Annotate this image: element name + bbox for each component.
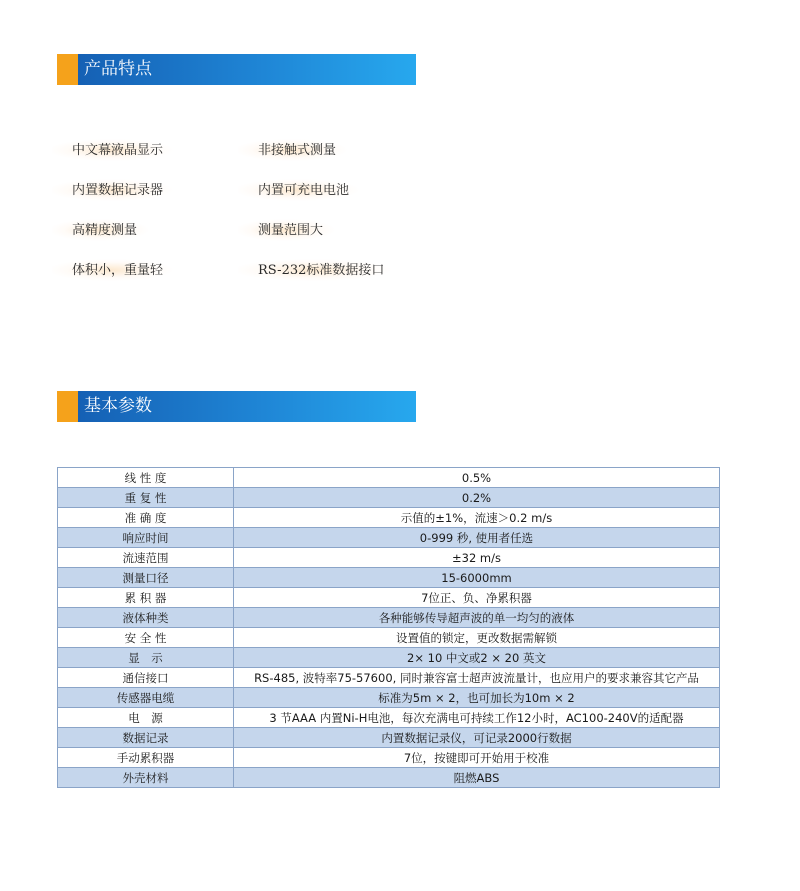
params-section-header: [57, 391, 416, 422]
table-row: [58, 748, 720, 768]
param-label: 准 确 度: [58, 508, 234, 528]
table-row: [58, 648, 720, 668]
param-label: 响应时间: [58, 528, 234, 548]
param-value: 7位正、负、净累积器: [234, 588, 720, 608]
table-row: [58, 508, 720, 528]
param-label: 通信接口: [58, 668, 234, 688]
param-value: 设置值的锁定，更改数据需解锁: [234, 628, 720, 648]
param-value: 0.2%: [234, 488, 720, 508]
param-value: 2× 10 中文或2 × 20 英文: [234, 648, 720, 668]
param-label: 重 复 性: [58, 488, 234, 508]
param-value: RS-485, 波特率75-57600, 同时兼容富士超声波流量计，也应用户的要求兼容其它产品: [234, 668, 720, 688]
param-value: 各种能够传导超声波的单一均匀的液体: [234, 608, 720, 628]
table-row: [58, 528, 720, 548]
table-row: [58, 768, 720, 788]
feature-item: 内置数据记录器: [52, 173, 183, 204]
header-accent: [57, 54, 78, 85]
param-value: 标准为5m × 2，也可加长为10m × 2: [234, 688, 720, 708]
param-label: 流速范围: [58, 548, 234, 568]
param-value: 15-6000mm: [234, 568, 720, 588]
param-value: 示值的±1%，流速＞0.2 m/s: [234, 508, 720, 528]
param-value: 0-999 秒, 使用者任选: [234, 528, 720, 548]
table-row: [58, 488, 720, 508]
param-value: 内置数据记录仪，可记录2000行数据: [234, 728, 720, 748]
param-label: 线 性 度: [58, 468, 234, 488]
feature-item: 中文幕液晶显示: [52, 133, 183, 164]
feature-item: 体积小，重量轻: [52, 253, 183, 284]
features-section-header: [57, 54, 416, 85]
param-label: 传感器电缆: [58, 688, 234, 708]
param-label: 液体种类: [58, 608, 234, 628]
table-row: [58, 728, 720, 748]
table-row: [58, 708, 720, 728]
table-row: [58, 628, 720, 648]
features-section-title: 产品特点: [78, 54, 416, 85]
table-row: [58, 548, 720, 568]
param-value: 阻燃ABS: [234, 768, 720, 788]
params-section-title: 基本参数: [78, 391, 416, 422]
table-row: [58, 688, 720, 708]
param-label: 外壳材料: [58, 768, 234, 788]
table-row: [58, 588, 720, 608]
param-label: 安 全 性: [58, 628, 234, 648]
param-label: 累 积 器: [58, 588, 234, 608]
feature-item: 测量范围大: [238, 213, 343, 244]
table-row: [58, 608, 720, 628]
table-row: [58, 468, 720, 488]
feature-item: 非接触式测量: [238, 133, 356, 164]
feature-item: RS-232标准数据接口: [238, 253, 404, 284]
params-table: [57, 467, 720, 788]
param-value: 0.5%: [234, 468, 720, 488]
table-row: [58, 668, 720, 688]
param-label: 显 示: [58, 648, 234, 668]
param-label: 电 源: [58, 708, 234, 728]
param-label: 数据记录: [58, 728, 234, 748]
param-value: ±32 m/s: [234, 548, 720, 568]
feature-item: 高精度测量: [52, 213, 157, 244]
param-value: 3 节AAA 内置Ni-H电池，每次充满电可持续工作12小时，AC100-240V的适配器: [234, 708, 720, 728]
header-accent: [57, 391, 78, 422]
param-value: 7位，按键即可开始用于校准: [234, 748, 720, 768]
param-label: 测量口径: [58, 568, 234, 588]
table-row: [58, 568, 720, 588]
param-label: 手动累积器: [58, 748, 234, 768]
feature-item: 内置可充电电池: [238, 173, 369, 204]
